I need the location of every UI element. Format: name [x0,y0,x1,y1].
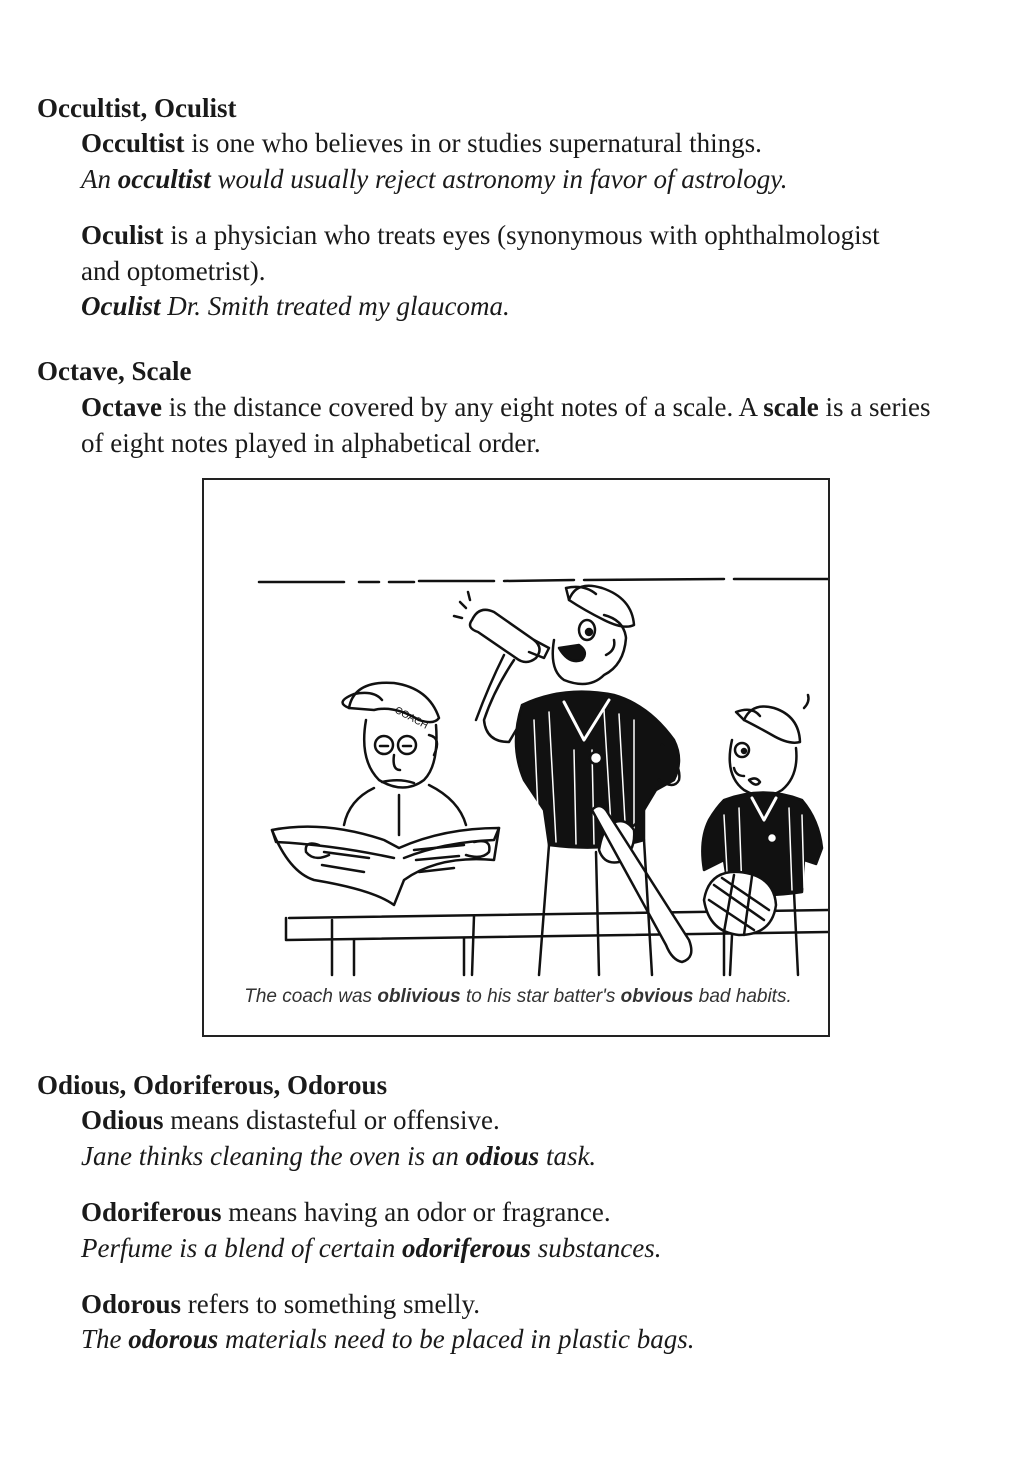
term-oculist: Oculist [81,220,164,250]
example-odoriferous: Perfume is a blend of certain odoriferous substances. [81,1233,662,1263]
coach-figure [272,683,499,975]
coach-cap-label: COACH [392,704,430,732]
definition-octave: Octave is the distance covered by any eight notes of a scale. A scale is a series [81,392,931,422]
dugout-roof-line [259,579,830,582]
definition-odious: Odious means distasteful or offensive. [81,1105,500,1135]
example-oculist: Oculist Dr. Smith treated my glaucoma. [81,291,510,321]
caption-term-obvious: obvious [620,986,694,1007]
entry-heading-octave: Octave, Scale [37,356,192,386]
example-occultist: An occultist would usually reject astronomy in favor of astrology. [81,164,788,194]
definition-odoriferous: Odoriferous means having an odor or fragrance. [81,1197,611,1227]
entry-heading-occultist: Occultist, Oculist [37,93,237,123]
definition-occultist: Occultist is one who believes in or studies supernatural things. [81,128,762,158]
example-odious: Jane thinks cleaning the oven is an odious task. [81,1141,597,1171]
cartoon-drawing [204,480,830,1037]
definition-octave-line2: of eight notes played in alphabetical order. [81,428,541,458]
term-occultist: Occultist [81,128,185,158]
cartoon-illustration [202,478,830,1037]
batter-figure [454,586,691,975]
example-odorous: The odorous materials need to be placed in plastic bags. [81,1324,695,1354]
cartoon-caption: The coach was oblivious to his star batter's obvious bad habits. [244,986,792,1007]
definition-oculist-line2: and optometrist). [81,256,266,286]
caption-term-oblivious: oblivious [377,986,461,1007]
entry-heading-odious: Odious, Odoriferous, Odorous [37,1070,388,1100]
definition-oculist: Oculist is a physician who treats eyes (synonymous with ophthalmologist [81,220,880,250]
definition-odorous: Odorous refers to something smelly. [81,1289,480,1319]
